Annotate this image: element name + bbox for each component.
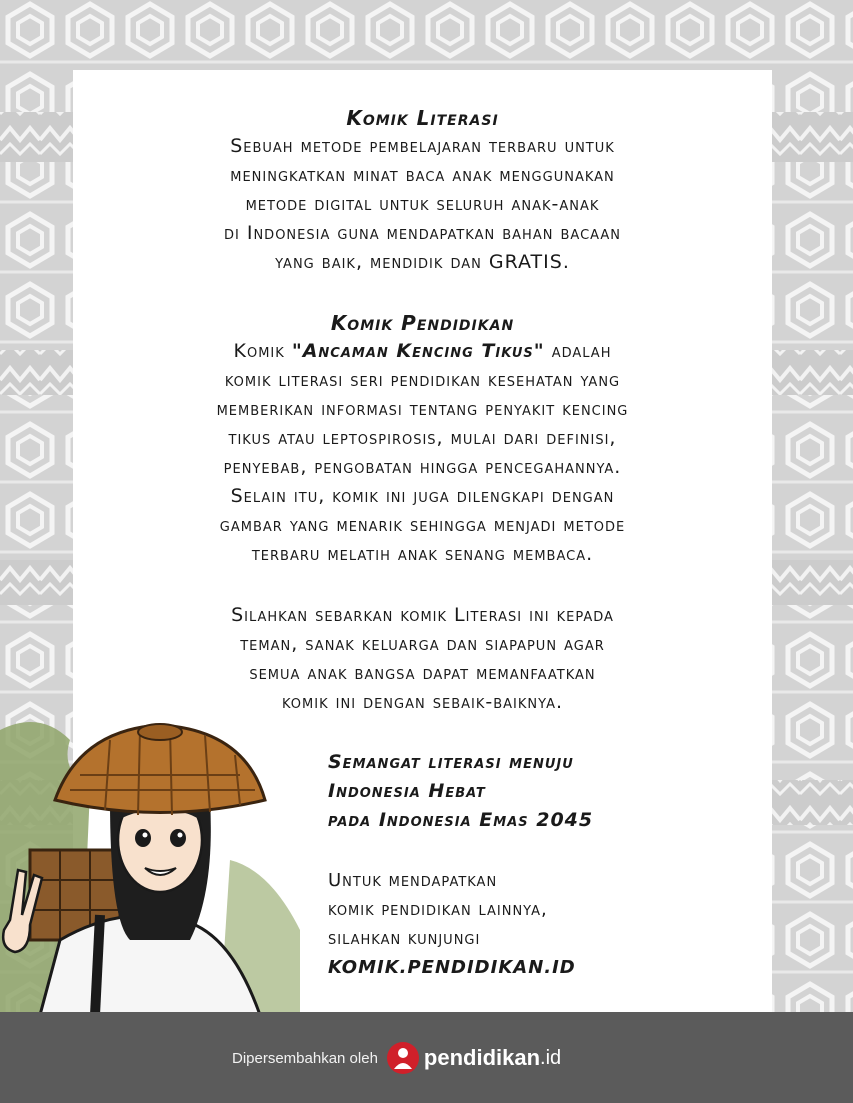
pendidikan-line: penyebab, pengobatan hingga pencegahannya. — [223, 456, 622, 478]
literasi-line: meningkatkan minat baca anak menggunakan — [230, 164, 615, 186]
visit-line: komik pendidikan lainnya, — [328, 899, 548, 920]
literasi-line: di Indonesia guna mendapatkan bahan bacaan — [223, 222, 622, 244]
slogan-block — [328, 748, 748, 835]
slogan-line: Indonesia Hebat — [328, 780, 486, 802]
pendidikan-intro-post: adalah — [544, 340, 612, 362]
footer-credit — [232, 1040, 561, 1076]
pendidikan-intro-line — [73, 337, 772, 366]
pendidikan-section — [73, 309, 772, 569]
pendidikan-line: memberikan informasi tentang penyakit kencing — [216, 398, 629, 420]
literasi-section — [73, 104, 772, 277]
pendidikan-line: komik literasi seri pendidikan kesehatan yang — [224, 369, 621, 391]
pendidikan-intro-pre: Komik — [233, 340, 292, 362]
literasi-title: Komik Literasi — [346, 106, 499, 130]
visit-block — [328, 866, 748, 982]
literasi-line: metode digital untuk seluruh anak-anak — [245, 193, 600, 215]
footer-bar — [0, 1012, 853, 1103]
share-line: Silahkan sebarkan komik Literasi ini kepada — [231, 604, 614, 626]
visit-line: silahkan kunjungi — [328, 928, 481, 949]
literasi-line: yang baik, mendidik dan GRATIS. — [275, 251, 570, 273]
literasi-line: Sebuah metode pembelajaran terbaru untuk — [230, 135, 615, 157]
brand-name: pendidikan — [423, 1045, 541, 1070]
pendidikan-line: tikus atau leptospirosis, mulai dari definisi, — [228, 427, 617, 449]
pendidikan-logo-icon — [386, 1041, 420, 1075]
brand-tld: .id — [540, 1046, 562, 1069]
character-illustration — [0, 690, 300, 1015]
pendidikan-line: Selain itu, komik ini juga dilengkapi dengan — [230, 485, 615, 507]
presented-by-text: Dipersembahkan oleh — [232, 1049, 378, 1067]
slogan-line: Semangat literasi menuju — [328, 751, 574, 773]
pendidikan-line: terbaru melatih anak senang membaca. — [251, 543, 594, 565]
slogan-line: pada Indonesia Emas 2045 — [328, 809, 594, 831]
share-line: komik ini dengan sebaik-baiknya. — [281, 691, 564, 713]
website-link[interactable]: KOMIK.PENDIDIKAN.ID — [328, 957, 576, 978]
visit-line: Untuk mendapatkan — [328, 870, 498, 891]
share-line: teman, sanak keluarga dan siapapun agar — [240, 633, 605, 655]
share-line: semua anak bangsa dapat memanfaatkan — [249, 662, 596, 684]
pendidikan-line: gambar yang menarik sehingga menjadi metode — [219, 514, 626, 536]
comic-title-quote: "Ancaman Kencing Tikus" — [291, 340, 545, 362]
pendidikan-title: Komik Pendidikan — [330, 311, 515, 335]
